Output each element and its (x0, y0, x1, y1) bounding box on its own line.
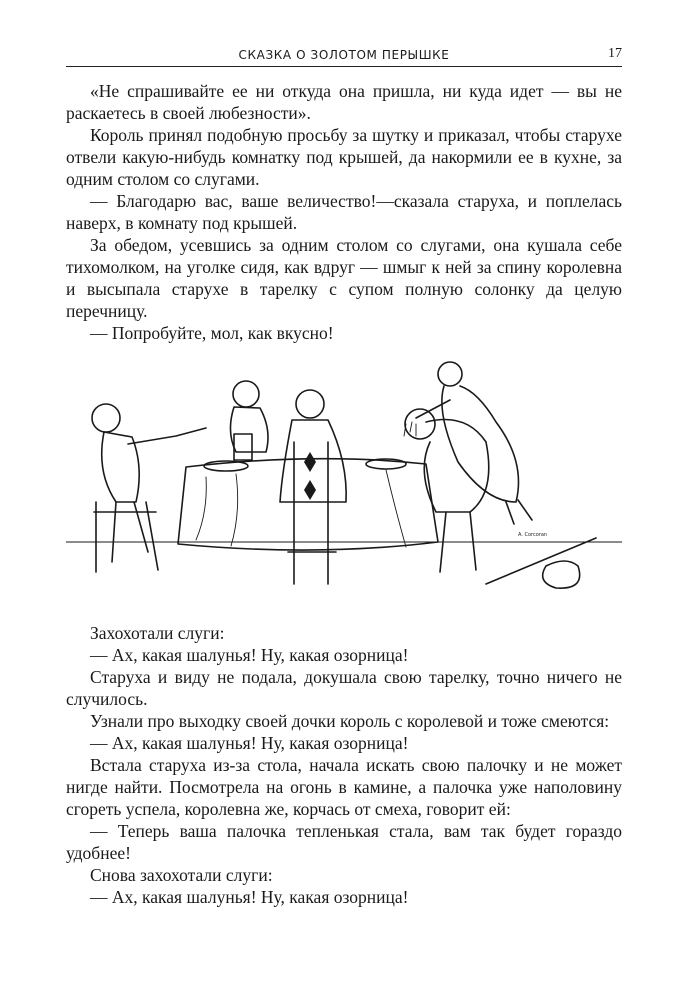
artist-signature: A. Corcoran (518, 532, 548, 538)
page-number: 17 (608, 46, 622, 61)
paragraph: — Ах, какая шалунья! Ну, какая озорница! (90, 645, 409, 665)
text-block-top (66, 80, 622, 344)
paragraph: «Не спрашивайте ее ни откуда она пришла, ни куда идет — вы не раскаетесь в своей любезности». (66, 81, 622, 123)
paragraph: — Попробуйте, мол, как вкусно! (90, 323, 334, 343)
illustration-drawing (66, 352, 622, 604)
paragraph: Захохотали слуги: (90, 623, 225, 643)
bundle (543, 561, 580, 588)
paragraph: Старуха и виду не подала, докушала свою тарелку, точно ничего не случилось. (66, 667, 622, 709)
running-header (66, 38, 622, 67)
figure-man-left-head (92, 404, 120, 432)
figure-princess-body (442, 386, 519, 502)
figure-lady-diamonds (304, 452, 316, 500)
tablecloth-folds (196, 470, 406, 547)
paragraph: Встала старуха из-за стола, начала искать свою палочку и не может нигде найти. Посмотрела на огонь в камине, а палочка уже наполовину сгореть успела, королевна же, корчась от смеха, говорит ей: (66, 755, 622, 819)
figure-man-center-head (233, 381, 259, 407)
text-block-bottom (66, 622, 622, 908)
paragraph: За обедом, усевшись за одним столом со слугами, она кушала себе тихомолком, на уголке сидя, как вдруг — шмыг к ней за спину королевна и высыпала старухе в тарелку с супом полную солонку да целую перечницу. (66, 235, 622, 321)
paragraph: — Теперь ваша палочка тепленькая стала, вам так будет гораздо удобнее! (66, 821, 622, 863)
paragraph: — Ах, какая шалунья! Ну, какая озорница! (90, 733, 409, 753)
figure-old-woman-head (405, 409, 435, 439)
paragraph: Узнали про выходку своей дочки король с королевой и тоже смеются: (90, 711, 610, 731)
figure-lady-head (296, 390, 324, 418)
chair-left (94, 502, 158, 572)
table (178, 459, 438, 550)
figure-man-left-arm (128, 428, 206, 444)
figure-man-center-body (230, 407, 268, 452)
figure-princess-legs (506, 500, 532, 524)
figure-princess-head (438, 362, 462, 386)
paragraph: — Ах, какая шалунья! Ну, какая озорница! (90, 887, 409, 907)
paragraph: Снова захохотали слуги: (90, 865, 273, 885)
running-title: СКАЗКА О ЗОЛОТОМ ПЕРЫШКЕ (238, 48, 450, 62)
paragraph: — Благодарю вас, ваше величество!—сказала старуха, и поплелась наверх, в комнату под крышей. (66, 191, 622, 233)
figure-man-left-legs (112, 502, 148, 562)
figure-old-woman-body (424, 420, 489, 513)
mug (234, 434, 252, 460)
paragraph: Король принял подобную просьбу за шутку и приказал, чтобы старухе отвели какую-нибудь комнатку под крышей, да накормили ее в кухне, за одним столом со слугами. (66, 125, 622, 189)
illustration-dinner-scene (66, 352, 622, 604)
